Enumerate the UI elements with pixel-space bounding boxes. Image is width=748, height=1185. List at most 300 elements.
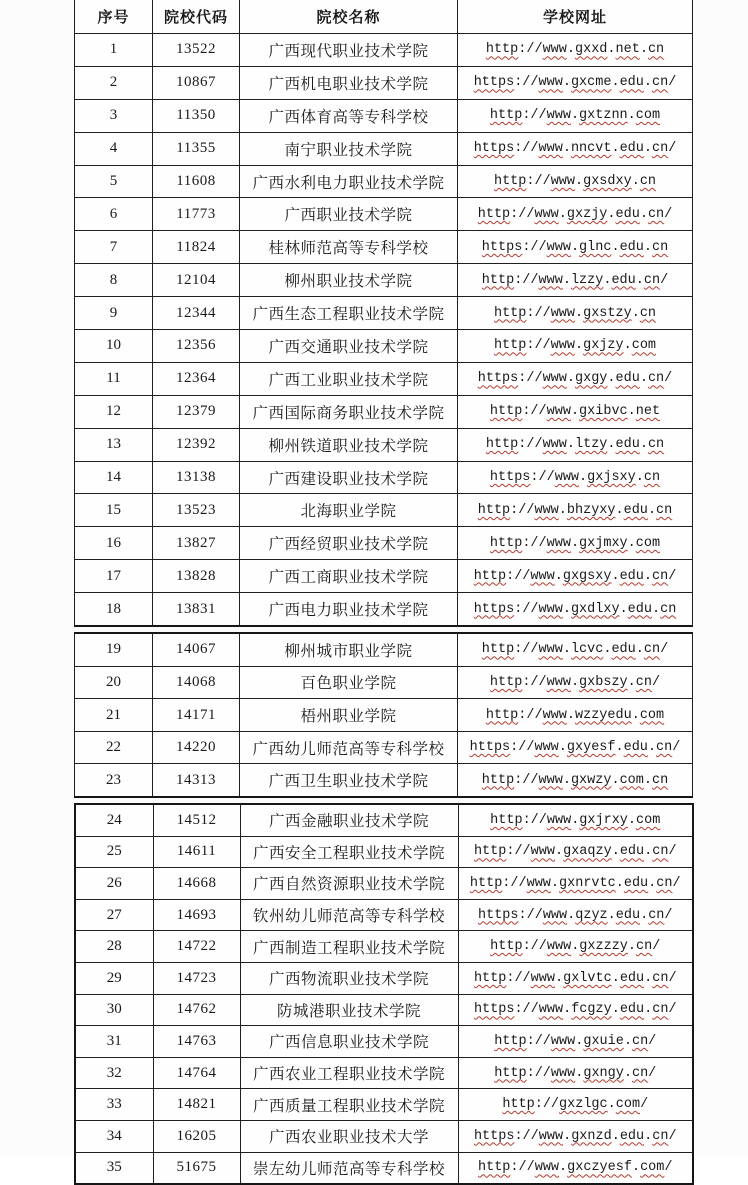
url-word: https — [473, 1128, 515, 1144]
url-word: www — [538, 75, 563, 91]
cell-code: 14764 — [153, 1057, 240, 1089]
url-word: edu — [615, 371, 640, 387]
cell-school-name: 广西交通职业技术学院 — [240, 330, 458, 363]
url-word: gxwzy — [570, 772, 612, 788]
url-word: cn — [647, 42, 665, 58]
url-word: edu — [611, 272, 636, 288]
cell-serial: 13 — [75, 428, 153, 461]
cell-url: http://www.gxnrvtc.edu.cn/ — [458, 868, 693, 900]
cell-serial: 12 — [75, 395, 153, 428]
cell-serial: 10 — [75, 330, 153, 363]
table-row — [75, 165, 693, 198]
cell-serial: 17 — [75, 560, 153, 593]
cell-school-name: 广西工业职业技术学院 — [240, 362, 458, 395]
cell-url: http://www.gxjrxy.com — [458, 804, 693, 836]
cell-school-name: 广西生态工程职业技术学院 — [240, 297, 458, 330]
cell-url: https://www.nncvt.edu.cn/ — [458, 132, 693, 165]
cell-code: 14763 — [153, 1026, 240, 1058]
table-row — [75, 494, 693, 527]
cell-code: 14693 — [153, 899, 240, 931]
cell-code: 13827 — [153, 527, 240, 560]
url-word: www — [554, 470, 580, 486]
table-row — [75, 666, 693, 699]
url-word: gxxd — [575, 42, 608, 58]
url-word: com — [640, 1160, 665, 1176]
cell-school-name: 柳州城市职业学院 — [240, 633, 458, 666]
cell-school-name: 北海职业学院 — [240, 494, 458, 527]
cell-url: https://www.glnc.edu.cn — [458, 231, 693, 264]
url-word: cn — [648, 907, 665, 923]
url-word: www — [550, 1065, 576, 1081]
url-word: qzyz — [575, 907, 608, 923]
url-word: gxzzzy — [579, 939, 628, 955]
url-word: www — [534, 206, 559, 222]
cell-serial: 5 — [75, 165, 153, 198]
cell-serial: 3 — [75, 99, 153, 132]
table-row — [75, 699, 693, 732]
table-row — [75, 593, 693, 626]
url-word: edu — [619, 239, 644, 255]
cell-code: 14611 — [153, 836, 240, 868]
url-word: cn — [656, 740, 673, 756]
cell-serial: 31 — [75, 1026, 153, 1058]
url-word: http — [489, 108, 523, 124]
url-word: cn — [643, 642, 661, 658]
url-word: https — [481, 239, 523, 255]
cell-serial: 26 — [75, 868, 153, 900]
school-website-table — [74, 0, 694, 1185]
cell-url: http://www.gxjmxy.com — [458, 527, 693, 560]
cell-code: 12104 — [153, 264, 240, 297]
url-word: www — [530, 568, 555, 584]
url-word: gxgy — [575, 371, 608, 387]
cell-serial: 29 — [75, 962, 153, 994]
cell-school-name: 崇左幼儿师范高等专科学校 — [240, 1152, 458, 1184]
cell-url: http://www.gxaqzy.edu.cn/ — [458, 836, 693, 868]
url-word: www — [542, 371, 567, 387]
cell-url: http://www.bhzyxy.edu.cn — [458, 494, 693, 527]
table-segment-2 — [74, 632, 693, 798]
url-word: www — [546, 239, 571, 255]
cell-url: http://www.gxzzzy.cn/ — [458, 931, 693, 963]
table-row — [75, 804, 693, 836]
table-row — [75, 297, 693, 330]
url-word: http — [490, 939, 523, 955]
table-row — [75, 899, 693, 931]
url-word: cn — [660, 601, 677, 617]
url-word: cn — [651, 239, 669, 255]
cell-code: 11824 — [153, 231, 240, 264]
cell-code: 14668 — [153, 868, 240, 900]
url-word: edu — [619, 568, 644, 584]
url-word: lzzy — [570, 272, 604, 288]
url-word: www — [538, 601, 563, 617]
url-word: gxyesf — [566, 740, 616, 756]
table-row — [75, 868, 693, 900]
cell-code: 12344 — [153, 297, 240, 330]
url-word: gxibvc — [579, 404, 628, 420]
url-word: net — [615, 42, 640, 58]
cell-url: http://www.lcvc.edu.cn/ — [458, 633, 693, 666]
cell-url: http://www.gxtznn.com — [458, 99, 693, 132]
table-row — [75, 962, 693, 994]
url-word: gxstzy — [583, 305, 632, 321]
cell-url: https://www.gxgy.edu.cn/ — [458, 362, 693, 395]
cell-code: 14220 — [153, 731, 240, 764]
cell-serial: 23 — [75, 764, 153, 797]
cell-serial: 8 — [75, 264, 153, 297]
url-word: www — [538, 1002, 564, 1018]
url-word: http — [477, 502, 511, 518]
url-word: com — [615, 1097, 641, 1113]
url-word: edu — [619, 970, 645, 986]
cell-code: 16205 — [153, 1120, 240, 1152]
url-word: https — [469, 740, 511, 756]
url-word: gxbszy — [579, 674, 628, 690]
url-word: www — [546, 812, 572, 828]
url-word: cn — [647, 206, 665, 222]
url-word: www — [550, 338, 575, 354]
url-word: gxuie — [583, 1033, 624, 1049]
cell-code: 13523 — [153, 494, 240, 527]
cell-url: http://www.gxczyesf.com/ — [458, 1152, 693, 1184]
url-word: gxlvtc — [563, 970, 612, 986]
cell-school-name: 广西自然资源职业技术学院 — [240, 868, 458, 900]
url-word: www — [550, 305, 575, 321]
cell-code: 14313 — [153, 764, 240, 797]
url-word: edu — [623, 740, 648, 756]
table-row — [75, 428, 693, 461]
url-word: https — [478, 907, 519, 923]
cell-school-name: 梧州职业学院 — [240, 699, 458, 732]
cell-code: 14512 — [153, 804, 240, 836]
url-word: cn — [651, 772, 669, 788]
cell-code: 11608 — [153, 165, 240, 198]
cell-code: 12379 — [153, 395, 240, 428]
table-row — [75, 231, 693, 264]
cell-code: 12392 — [153, 428, 240, 461]
cell-url: http://www.gxibvc.net — [458, 395, 693, 428]
url-word: www — [526, 875, 551, 891]
url-word: http — [485, 437, 519, 453]
cell-code: 13138 — [153, 461, 240, 494]
url-word: edu — [615, 206, 640, 222]
url-word: cn — [651, 141, 669, 157]
url-word: cn — [652, 970, 669, 986]
url-word: gxjzy — [583, 338, 624, 354]
table-row — [75, 1120, 693, 1152]
url-word: edu — [615, 907, 641, 923]
cell-code: 13828 — [153, 560, 240, 593]
url-word: www — [542, 42, 567, 58]
url-word: wzzyedu — [575, 707, 632, 723]
cell-school-name: 广西建设职业技术学院 — [240, 461, 458, 494]
cell-url: https://www.fcgzy.edu.cn/ — [458, 994, 693, 1026]
table-row — [75, 1152, 693, 1184]
url-word: edu — [623, 875, 649, 891]
url-word: http — [485, 42, 519, 58]
table-row — [75, 633, 693, 666]
url-word: glnc — [579, 239, 612, 255]
cell-school-name: 柳州铁道职业技术学院 — [240, 428, 458, 461]
cell-school-name: 广西水利电力职业技术学院 — [240, 165, 458, 198]
url-word: http — [477, 206, 511, 222]
cell-school-name: 广西电力职业技术学院 — [240, 593, 458, 626]
url-word: http — [485, 707, 519, 723]
cell-school-name: 广西制造工程职业技术学院 — [240, 931, 458, 963]
cell-serial: 11 — [75, 362, 153, 395]
url-word: lcvc — [570, 642, 604, 658]
cell-code: 14762 — [153, 994, 240, 1026]
url-word: cn — [636, 939, 653, 955]
cell-serial: 9 — [75, 297, 153, 330]
url-word: https — [473, 75, 515, 91]
header-row — [75, 0, 693, 34]
url-word: gxtznn — [579, 108, 628, 124]
cell-school-name: 广西体育高等专科学校 — [240, 99, 458, 132]
table-row — [75, 362, 693, 395]
url-word: gxjmxy — [579, 535, 628, 551]
cell-url: http://www.gxzjy.edu.cn/ — [458, 198, 693, 231]
cell-code: 11773 — [153, 198, 240, 231]
cell-code: 11350 — [153, 99, 240, 132]
url-word: bhzyxy — [566, 502, 616, 518]
url-word: cn — [656, 502, 673, 518]
url-word: cn — [647, 437, 665, 453]
url-word: www — [534, 502, 559, 518]
cell-serial: 25 — [75, 836, 153, 868]
url-word: gxczyesf — [567, 1160, 632, 1176]
url-word: http — [481, 772, 515, 788]
cell-school-name: 桂林师范高等专科学校 — [240, 231, 458, 264]
table-row — [75, 994, 693, 1026]
url-word: www — [546, 674, 571, 690]
url-word: com — [635, 108, 661, 124]
url-word: gxnzd — [571, 1128, 612, 1144]
url-word: http — [473, 844, 507, 860]
url-word: cn — [656, 875, 673, 891]
cell-url: https://www.gxdlxy.edu.cn — [458, 593, 693, 626]
table-row — [75, 395, 693, 428]
cell-school-name: 柳州职业技术学院 — [240, 264, 458, 297]
cell-url: http://www.lzzy.edu.cn/ — [458, 264, 693, 297]
url-word: www — [550, 174, 575, 189]
cell-serial: 33 — [75, 1089, 153, 1121]
url-word: www — [534, 740, 559, 756]
cell-url: http://www.gxlvtc.edu.cn/ — [458, 962, 693, 994]
table-row — [75, 99, 693, 132]
serial-header: 序号 — [75, 0, 153, 34]
url-word: www — [538, 642, 563, 658]
url-word: www — [538, 141, 563, 157]
cell-school-name: 广西信息职业技术学院 — [240, 1026, 458, 1058]
url-word: www — [546, 535, 571, 551]
url-word: com — [619, 772, 644, 788]
url-word: edu — [615, 437, 640, 453]
url-word: cn — [651, 75, 669, 91]
url-word: cn — [643, 272, 661, 288]
url-word: gxaqzy — [563, 844, 612, 860]
url-word: edu — [619, 141, 644, 157]
table-row — [75, 836, 693, 868]
url-word: http — [478, 1160, 511, 1176]
cell-url: http://www.gxwzy.com.cn — [458, 764, 693, 797]
cell-code: 51675 — [153, 1152, 240, 1184]
cell-school-name: 广西农业职业技术大学 — [240, 1120, 458, 1152]
url-word: cn — [652, 844, 669, 860]
url-word: cn — [652, 1002, 669, 1018]
url-word: gxjsxy — [587, 470, 636, 486]
table-row — [75, 931, 693, 963]
table-row — [75, 132, 693, 165]
cell-code: 14068 — [153, 666, 240, 699]
url-word: net — [635, 404, 661, 420]
cell-code: 14067 — [153, 633, 240, 666]
url-word: https — [473, 141, 515, 157]
url-word: nncvt — [570, 141, 612, 157]
table-row — [75, 1026, 693, 1058]
url-word: http — [493, 338, 527, 354]
cell-school-name: 广西农业工程职业技术学院 — [240, 1057, 458, 1089]
url-word: gxgsxy — [562, 568, 612, 584]
url-word: http — [489, 535, 523, 551]
url-word: cn — [643, 470, 661, 486]
table-segment-3 — [74, 803, 694, 1185]
url-word: cn — [639, 174, 657, 189]
url-word: https — [473, 1002, 515, 1018]
url-word: com — [639, 707, 665, 723]
cell-school-name: 广西国际商务职业技术学院 — [240, 395, 458, 428]
url-word: www — [550, 1033, 576, 1049]
cell-url: https://www.qzyz.edu.cn/ — [458, 899, 693, 931]
table-row — [75, 198, 693, 231]
cell-url: https://www.gxcme.edu.cn/ — [458, 66, 693, 99]
url-word: edu — [623, 502, 648, 518]
cell-url: http://gxzlgc.com/ — [458, 1089, 693, 1121]
url-word: com — [636, 812, 661, 828]
table-segment-1 — [74, 0, 693, 627]
url-word: com — [631, 338, 657, 354]
cell-url: http://www.ltzy.edu.cn — [458, 428, 693, 461]
cell-serial: 7 — [75, 231, 153, 264]
url-word: www — [534, 1160, 560, 1176]
cell-url: http://www.gxuie.cn/ — [458, 1026, 693, 1058]
url-word: http — [493, 174, 527, 189]
cell-school-name: 广西经贸职业技术学院 — [240, 527, 458, 560]
url-word: http — [502, 1097, 535, 1113]
cell-code: 13522 — [153, 34, 240, 67]
cell-serial: 18 — [75, 593, 153, 626]
cell-serial: 1 — [75, 34, 153, 67]
url-word: https — [473, 601, 515, 617]
url-word: https — [489, 470, 531, 486]
url-word: www — [530, 970, 555, 986]
cell-school-name: 广西幼儿师范高等专科学校 — [240, 731, 458, 764]
school-name-header: 院校名称 — [240, 0, 458, 34]
code-header: 院校代码 — [153, 0, 240, 34]
cell-school-name: 广西物流职业技术学院 — [240, 962, 458, 994]
url-word: gxnrvtc — [559, 875, 616, 891]
url-word: cn — [652, 1128, 669, 1144]
url-word: https — [477, 371, 519, 387]
url-word: gxzjy — [566, 206, 608, 222]
table-row — [75, 461, 693, 494]
cell-school-name: 广西职业技术学院 — [240, 198, 458, 231]
url-word: com — [635, 535, 661, 551]
url-word: http — [489, 674, 523, 690]
cell-code: 12356 — [153, 330, 240, 363]
table-row — [75, 560, 693, 593]
url-word: http — [473, 568, 507, 584]
cell-url: http://www.gxxd.net.cn — [458, 34, 693, 67]
cell-serial: 24 — [75, 804, 153, 836]
url-word: www — [542, 907, 568, 923]
url-word: http — [490, 812, 523, 828]
url-word: http — [494, 1065, 527, 1081]
url-word: gxcme — [570, 75, 612, 91]
cell-school-name: 广西安全工程职业技术学院 — [240, 836, 458, 868]
cell-code: 14722 — [153, 931, 240, 963]
cell-serial: 15 — [75, 494, 153, 527]
cell-code: 14821 — [153, 1089, 240, 1121]
table-row — [75, 1089, 693, 1121]
cell-school-name: 防城港职业技术学院 — [240, 994, 458, 1026]
url-word: http — [493, 305, 527, 321]
url-word: cn — [639, 305, 657, 321]
url-word: www — [542, 437, 567, 453]
cell-serial: 34 — [75, 1120, 153, 1152]
url-word: edu — [611, 642, 636, 658]
cell-serial: 30 — [75, 994, 153, 1026]
url-word: http — [481, 272, 515, 288]
url-word: edu — [619, 75, 644, 91]
url-word: http — [489, 404, 523, 420]
cell-url: https://www.gxyesf.edu.cn/ — [458, 731, 693, 764]
cell-school-name: 广西机电职业技术学院 — [240, 66, 458, 99]
cell-serial: 27 — [75, 899, 153, 931]
cell-url: https://www.gxnzd.edu.cn/ — [458, 1120, 693, 1152]
cell-url: http://www.wzzyedu.com — [458, 699, 693, 732]
cell-code: 14723 — [153, 962, 240, 994]
website-header: 学校网址 — [458, 0, 693, 34]
url-word: www — [542, 707, 567, 723]
url-word: cn — [631, 1033, 649, 1049]
cell-serial: 21 — [75, 699, 153, 732]
url-word: cn — [631, 1065, 649, 1081]
cell-serial: 4 — [75, 132, 153, 165]
url-word: gxngy — [583, 1065, 624, 1081]
cell-url: http://www.gxstzy.cn — [458, 297, 693, 330]
cell-code: 12364 — [153, 362, 240, 395]
url-word: www — [530, 844, 555, 860]
url-word: edu — [619, 844, 645, 860]
cell-serial: 22 — [75, 731, 153, 764]
table-row — [75, 527, 693, 560]
cell-url: http://www.gxjzy.com — [458, 330, 693, 363]
cell-serial: 14 — [75, 461, 153, 494]
url-word: ltzy — [575, 437, 608, 453]
cell-serial: 6 — [75, 198, 153, 231]
cell-url: http://www.gxngy.cn/ — [458, 1057, 693, 1089]
url-word: cn — [651, 568, 669, 584]
cell-code: 13831 — [153, 593, 240, 626]
cell-code: 14171 — [153, 699, 240, 732]
url-word: http — [494, 1033, 527, 1049]
url-word: www — [546, 108, 571, 124]
url-word: http — [481, 642, 515, 658]
cell-serial: 20 — [75, 666, 153, 699]
table-row — [75, 34, 693, 67]
